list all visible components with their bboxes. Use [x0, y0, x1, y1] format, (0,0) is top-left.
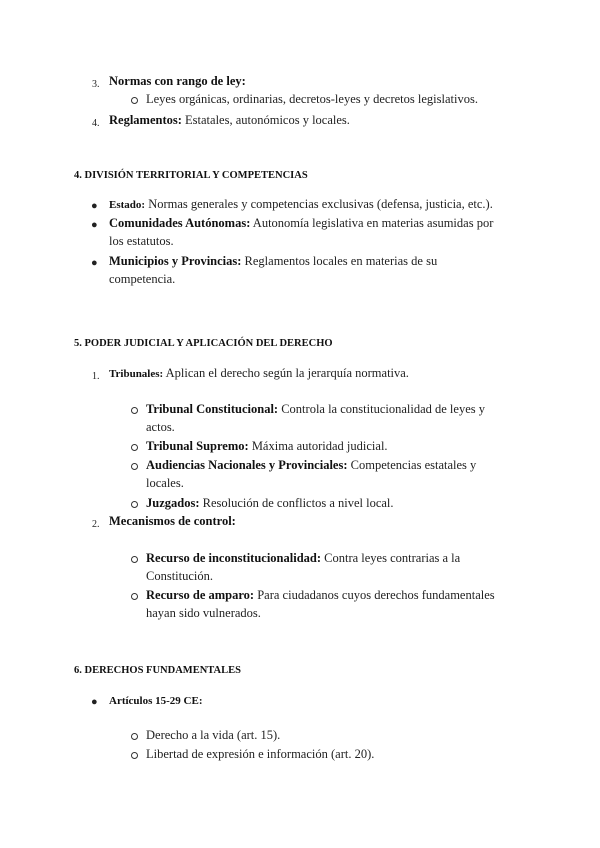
item-text: Competencias estatales y [347, 458, 477, 472]
bullet-icon: ● [91, 257, 98, 269]
list-number: 1. [92, 371, 100, 382]
item-text: Normas generales y competencias exclusivas (defensa, justicia, etc.). [145, 197, 493, 211]
list-item [146, 456, 476, 475]
list-number: 3. [92, 79, 100, 90]
item-continuation: locales. [146, 476, 184, 490]
item-continuation: los estatutos. [109, 234, 174, 248]
list-item [109, 72, 246, 91]
item-label: Tribunal Constitucional: [146, 402, 279, 416]
item-text: Contra leyes contrarias a la [321, 551, 461, 565]
list-item [146, 494, 394, 513]
item-text: Controla la constitucionalidad de leyes y [278, 402, 485, 416]
item-continuation: hayan sido vulnerados. [146, 606, 261, 620]
circle-bullet-icon [131, 556, 138, 563]
bullet-icon: ● [91, 696, 98, 708]
item-text: Autonomía legislativa en materias asumidas por [250, 216, 494, 230]
list-item: Leyes orgánicas, ordinarias, decretos-leyes y decretos legislativos. [146, 92, 478, 106]
item-label: Recurso de amparo: [146, 588, 255, 602]
circle-bullet-icon [131, 97, 138, 104]
list-item: Libertad de expresión e información (art. 20). [146, 747, 375, 761]
list-item: Derecho a la vida (art. 15). [146, 728, 281, 742]
item-continuation: Constitución. [146, 569, 214, 583]
section-heading: 4. DIVISIÓN TERRITORIAL Y COMPETENCIAS [74, 170, 308, 181]
item-label: Estado: [109, 199, 146, 211]
item-text: Resolución de conflictos a nivel local. [199, 496, 394, 510]
item-label: Comunidades Autónomas: [109, 216, 251, 230]
list-item [109, 111, 350, 130]
item-label: Juzgados: [146, 496, 200, 510]
list-item [109, 214, 493, 233]
item-continuation: competencia. [109, 272, 176, 286]
list-item [109, 364, 409, 384]
list-item [109, 195, 493, 215]
item-label: Municipios y Provincias: [109, 254, 242, 268]
list-number: 4. [92, 118, 100, 129]
list-item [109, 691, 203, 711]
section-heading: 6. DERECHOS FUNDAMENTALES [74, 665, 241, 676]
list-item [109, 252, 437, 271]
list-item [146, 400, 485, 419]
circle-bullet-icon [131, 407, 138, 414]
item-label: Mecanismos de control: [109, 514, 236, 528]
item-label: Audiencias Nacionales y Provinciales: [146, 458, 348, 472]
item-label: Normas con rango de ley: [109, 74, 246, 88]
item-continuation: actos. [146, 420, 175, 434]
bullet-icon: ● [91, 200, 98, 212]
list-item [109, 512, 236, 531]
item-label: Recurso de inconstitucionalidad: [146, 551, 322, 565]
item-text: Para ciudadanos cuyos derechos fundamentales [254, 588, 495, 602]
item-label: Reglamentos: [109, 113, 182, 127]
circle-bullet-icon [131, 501, 138, 508]
bullet-icon: ● [91, 219, 98, 231]
item-label: Tribunales: [109, 368, 164, 380]
list-number: 2. [92, 519, 100, 530]
circle-bullet-icon [131, 463, 138, 470]
item-text: Máxima autoridad judicial. [248, 439, 388, 453]
item-label: Artículos 15-29 CE: [109, 695, 203, 707]
list-item [146, 437, 388, 456]
circle-bullet-icon [131, 733, 138, 740]
item-text: Estatales, autonómicos y locales. [181, 113, 350, 127]
item-text: Aplican el derecho según la jerarquía normativa. [163, 366, 409, 380]
list-item [146, 549, 460, 568]
section-heading: 5. PODER JUDICIAL Y APLICACIÓN DEL DERECHO [74, 338, 333, 349]
item-label: Tribunal Supremo: [146, 439, 249, 453]
circle-bullet-icon [131, 593, 138, 600]
circle-bullet-icon [131, 444, 138, 451]
list-item [146, 586, 495, 605]
item-text: Reglamentos locales en materias de su [241, 254, 438, 268]
circle-bullet-icon [131, 752, 138, 759]
